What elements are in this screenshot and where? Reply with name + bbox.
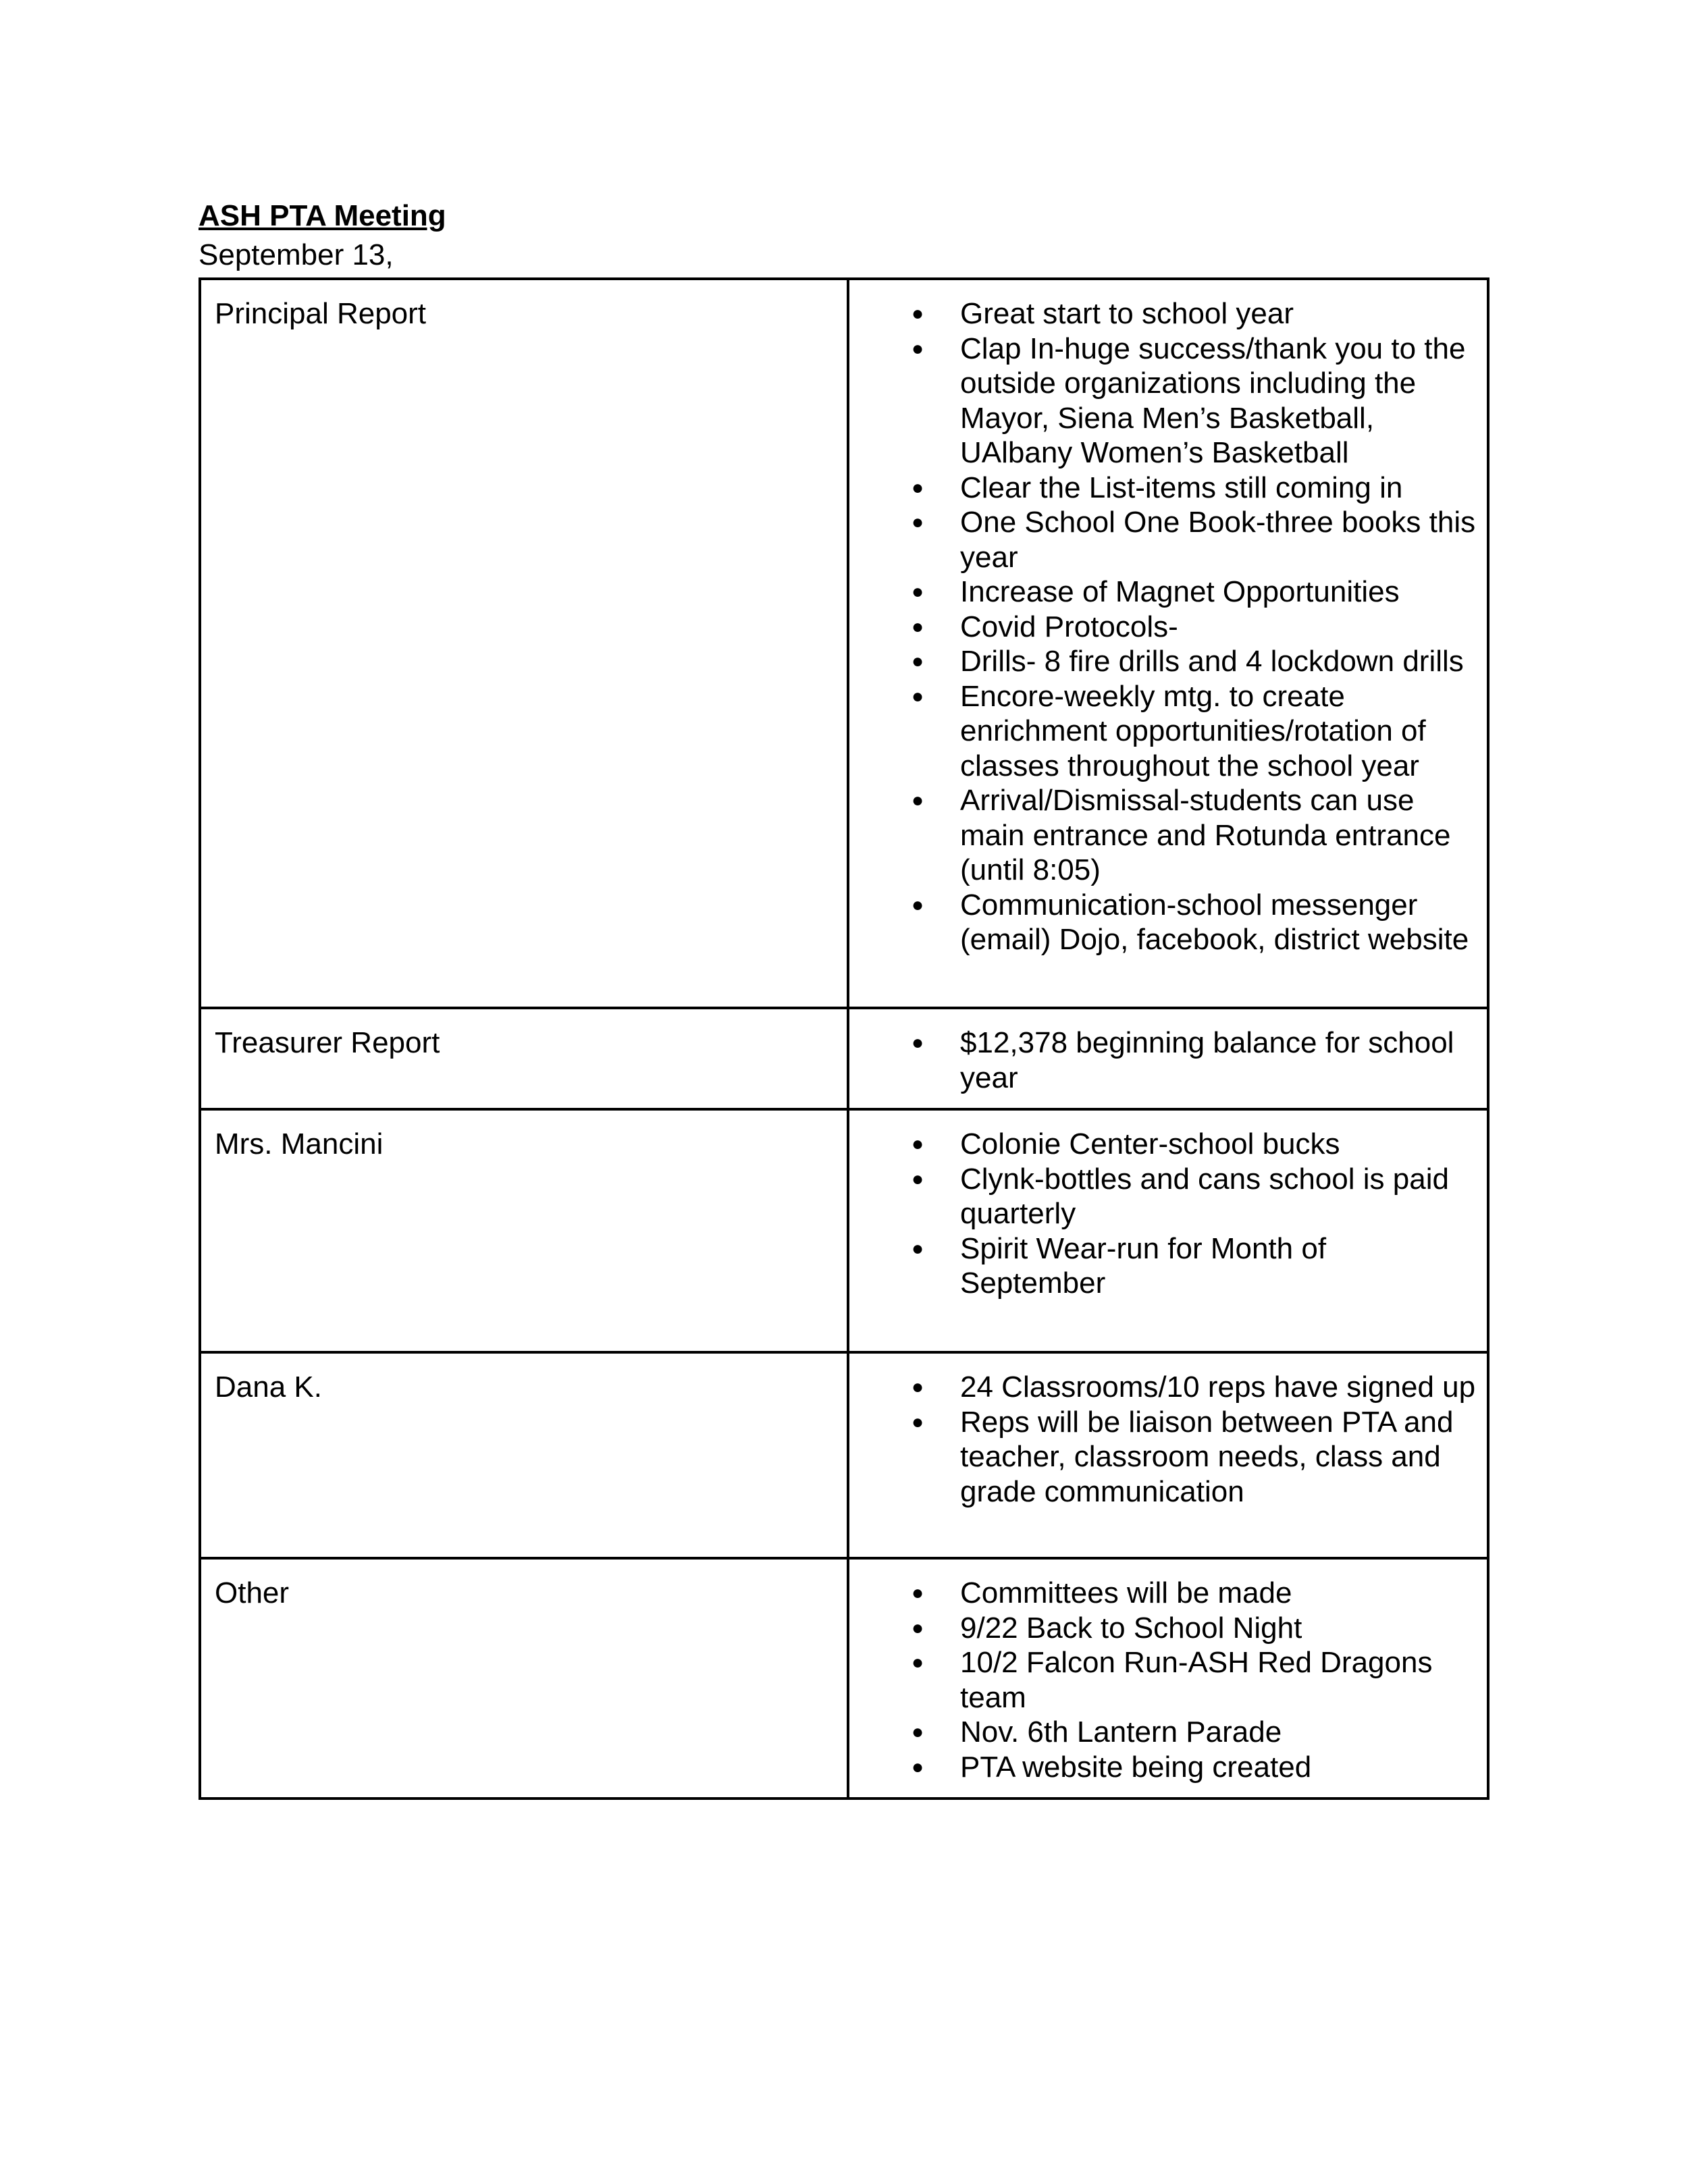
table-row-mrs-mancini [200,1109,1488,1352]
table-row-treasurer-report [200,1008,1488,1109]
list-item: ● Communication-school messenger (email) Dojo, facebook, district website [849,888,1476,957]
list-item: ● One School One Book-three books this year [849,505,1476,575]
list-item: ● Great start to school year [849,296,1476,331]
bullet-list [849,1111,1487,1301]
list-item: ● Committees will be made [849,1576,1476,1611]
topic-cell [200,279,848,1008]
list-item: ● Reps will be liaison between PTA and teacher, classroom needs, class and grade communication [849,1405,1476,1510]
list-item: ● Spirit Wear-run for Month of September [849,1231,1476,1301]
list-item: ● Clynk-bottles and cans school is paid quarterly [849,1162,1476,1231]
list-item: ● Encore-weekly mtg. to create enrichment opportunities/rotation of classes throughout the school year [849,679,1476,784]
notes-cell [848,279,1488,1008]
list-item: ● Arrival/Dismissal-students can use main entrance and Rotunda entrance (until 8:05) [849,783,1476,888]
topic-label: Dana K. [215,1370,322,1404]
topic-label: Mrs. Mancini [215,1127,384,1161]
list-item: ● Clear the List-items still coming in [849,471,1476,506]
topic-cell [200,1008,848,1109]
list-item: ● Colonie Center-school bucks [849,1127,1476,1162]
bullet-list [849,1354,1487,1509]
list-item: ● 10/2 Falcon Run-ASH Red Dragons team [849,1645,1476,1715]
list-item: ● PTA website being created [849,1750,1476,1785]
document-title: ASH PTA Meeting [199,199,446,232]
table-row-principal-report [200,279,1488,1008]
minutes-table [199,277,1489,1800]
notes-cell [848,1558,1488,1799]
list-item: ● 24 Classrooms/10 reps have signed up [849,1370,1476,1405]
topic-cell [200,1558,848,1799]
topic-label: Treasurer Report [215,1026,440,1059]
meeting-date: September 13, [199,238,394,271]
list-item: ● Clap In-huge success/thank you to the outside organizations including the Mayor, Siena Men’s Basketball, UAlbany Women’s Basketball [849,331,1476,471]
topic-label: Principal Report [215,297,427,330]
topic-cell [200,1109,848,1352]
list-item: ● Covid Protocols- [849,610,1476,645]
list-item: ● Drills- 8 fire drills and 4 lockdown drills [849,644,1476,679]
table-row-dana-k [200,1352,1488,1558]
list-item: ● 9/22 Back to School Night [849,1611,1476,1646]
bullet-list [849,1009,1487,1095]
topic-cell [200,1352,848,1558]
table-row-other [200,1558,1488,1799]
bullet-list [849,1560,1487,1784]
topic-label: Other [215,1576,290,1609]
notes-cell [848,1008,1488,1109]
document-header [199,197,1488,275]
notes-cell [848,1109,1488,1352]
list-item: ● Nov. 6th Lantern Parade [849,1715,1476,1750]
list-item: ● $12,378 beginning balance for school year [849,1026,1476,1095]
bullet-list [849,280,1487,957]
notes-cell [848,1352,1488,1558]
list-item: ● Increase of Magnet Opportunities [849,575,1476,610]
